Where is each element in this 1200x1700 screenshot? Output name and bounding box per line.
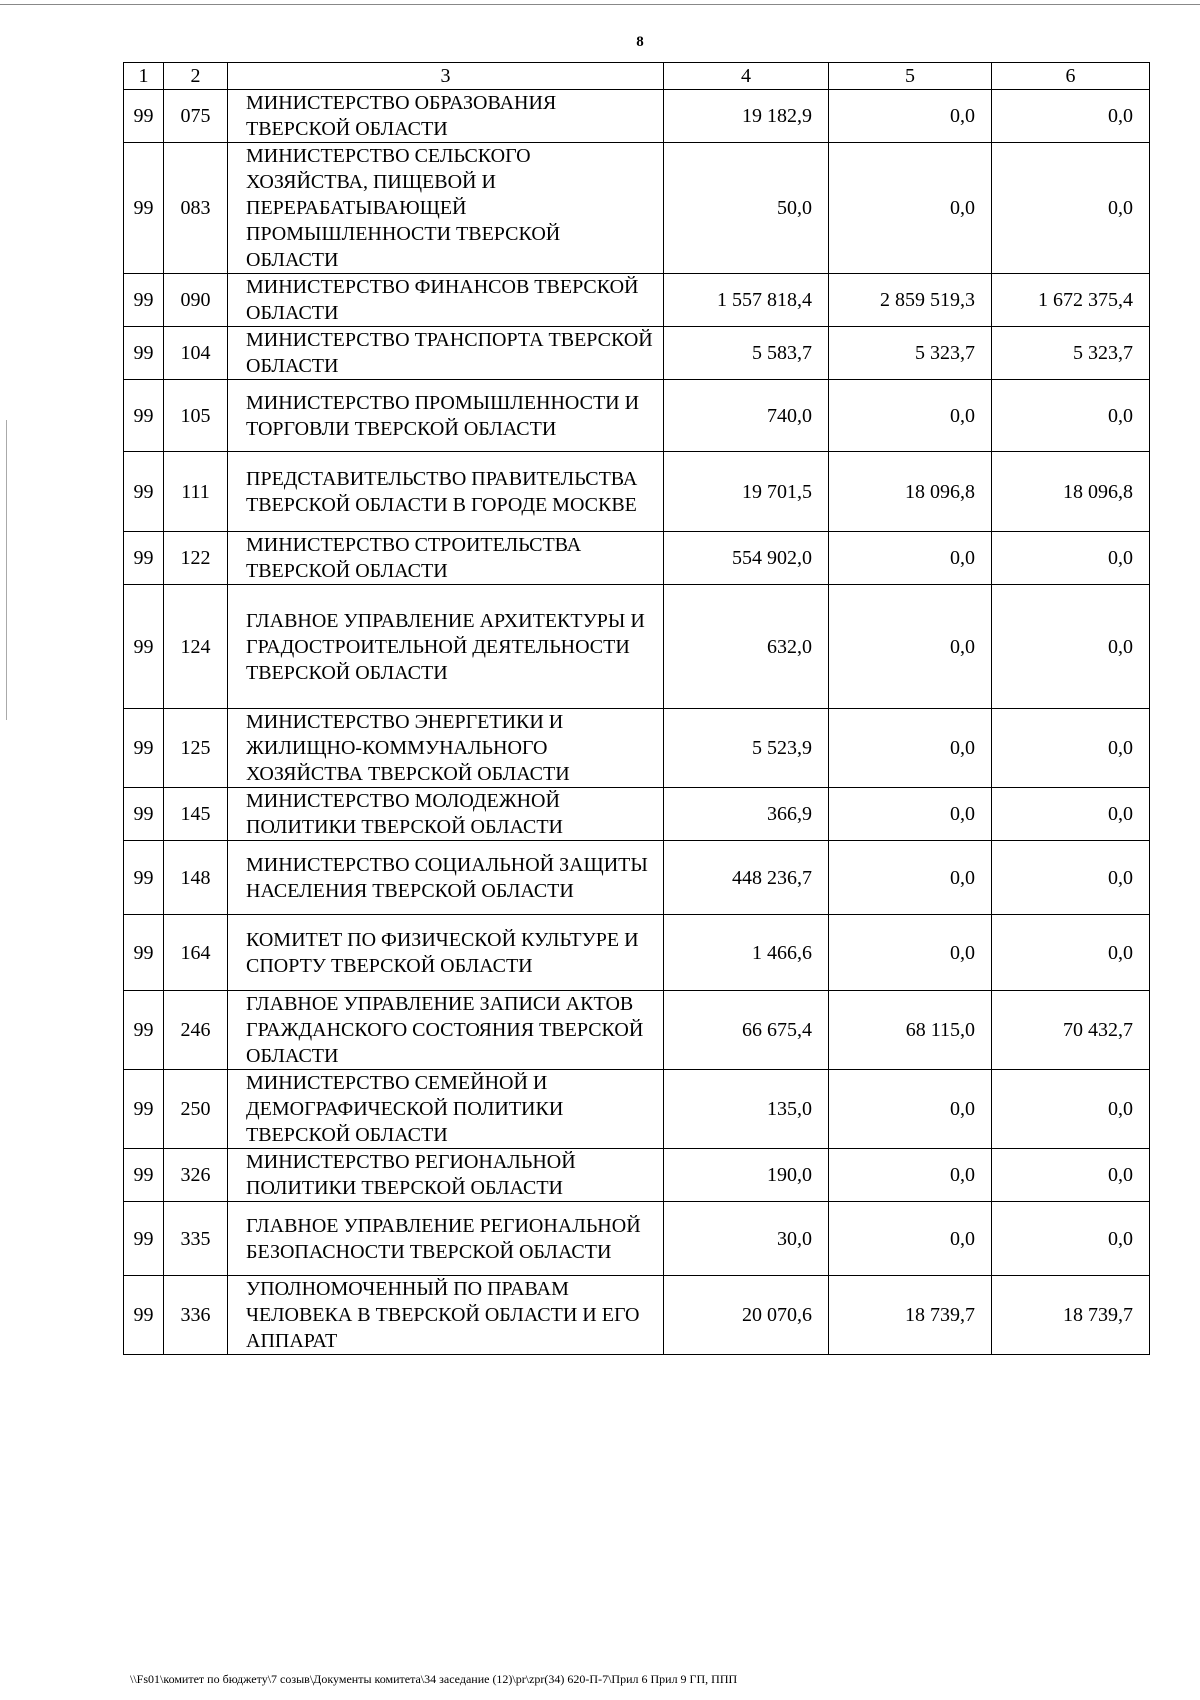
value-col-4-cell: 135,0 [664, 1070, 829, 1149]
value-col-6-cell: 0,0 [992, 585, 1150, 709]
value-col-6-cell: 70 432,7 [992, 991, 1150, 1070]
header-cell-5: 5 [829, 63, 992, 90]
ministry-name-cell: МИНИСТЕРСТВО СЕЛЬСКОГО ХОЗЯЙСТВА, ПИЩЕВОЙ И ПЕРЕРАБАТЫВАЮЩЕЙ ПРОМЫШЛЕННОСТИ ТВЕРСКОЙ ОБЛАСТИ [228, 143, 664, 274]
ministry-code-cell: 336 [164, 1276, 228, 1355]
table-row [124, 788, 1150, 841]
value-col-4-cell: 5 583,7 [664, 327, 829, 380]
value-col-6-cell: 0,0 [992, 709, 1150, 788]
chapter-code-cell: 99 [124, 532, 164, 585]
header-cell-2: 2 [164, 63, 228, 90]
ministry-name-cell: МИНИСТЕРСТВО ФИНАНСОВ ТВЕРСКОЙ ОБЛАСТИ [228, 274, 664, 327]
table-row [124, 90, 1150, 143]
value-col-5-cell: 0,0 [829, 90, 992, 143]
value-col-6-cell: 0,0 [992, 788, 1150, 841]
value-col-5-cell: 0,0 [829, 915, 992, 991]
value-col-6-cell: 0,0 [992, 90, 1150, 143]
table-header-row [124, 63, 1150, 90]
chapter-code-cell: 99 [124, 841, 164, 915]
table-row [124, 585, 1150, 709]
value-col-6-cell: 0,0 [992, 1070, 1150, 1149]
value-col-4-cell: 1 466,6 [664, 915, 829, 991]
value-col-5-cell: 0,0 [829, 1149, 992, 1202]
ministry-code-cell: 164 [164, 915, 228, 991]
ministry-code-cell: 090 [164, 274, 228, 327]
value-col-5-cell: 2 859 519,3 [829, 274, 992, 327]
ministry-name-cell: ГЛАВНОЕ УПРАВЛЕНИЕ АРХИТЕКТУРЫ И ГРАДОСТРОИТЕЛЬНОЙ ДЕЯТЕЛЬНОСТИ ТВЕРСКОЙ ОБЛАСТИ [228, 585, 664, 709]
value-col-6-cell: 0,0 [992, 1149, 1150, 1202]
ministry-name-cell: МИНИСТЕРСТВО ПРОМЫШЛЕННОСТИ И ТОРГОВЛИ ТВЕРСКОЙ ОБЛАСТИ [228, 380, 664, 452]
value-col-6-cell: 18 739,7 [992, 1276, 1150, 1355]
value-col-5-cell: 0,0 [829, 841, 992, 915]
table-row [124, 709, 1150, 788]
value-col-4-cell: 190,0 [664, 1149, 829, 1202]
ministry-code-cell: 145 [164, 788, 228, 841]
table-row [124, 841, 1150, 915]
chapter-code-cell: 99 [124, 143, 164, 274]
value-col-5-cell: 18 739,7 [829, 1276, 992, 1355]
value-col-4-cell: 632,0 [664, 585, 829, 709]
chapter-code-cell: 99 [124, 90, 164, 143]
value-col-6-cell: 0,0 [992, 532, 1150, 585]
value-col-5-cell: 0,0 [829, 380, 992, 452]
value-col-6-cell: 0,0 [992, 143, 1150, 274]
ministry-code-cell: 335 [164, 1202, 228, 1276]
value-col-5-cell: 0,0 [829, 1202, 992, 1276]
ministry-name-cell: МИНИСТЕРСТВО ОБРАЗОВАНИЯ ТВЕРСКОЙ ОБЛАСТИ [228, 90, 664, 143]
footer-file-path: \\Fs01\комитет по бюджету\7 созыв\Документы комитета\34 заседание (12)\pr\zpr(34) 620-П-7\Прил 6 Прил 9 ГП, ППП [130, 1672, 738, 1686]
chapter-code-cell: 99 [124, 1149, 164, 1202]
value-col-6-cell: 1 672 375,4 [992, 274, 1150, 327]
table-row [124, 532, 1150, 585]
value-col-5-cell: 0,0 [829, 788, 992, 841]
ministry-name-cell: УПОЛНОМОЧЕННЫЙ ПО ПРАВАМ ЧЕЛОВЕКА В ТВЕРСКОЙ ОБЛАСТИ И ЕГО АППАРАТ [228, 1276, 664, 1355]
ministry-code-cell: 148 [164, 841, 228, 915]
value-col-5-cell: 0,0 [829, 143, 992, 274]
ministry-code-cell: 124 [164, 585, 228, 709]
table-row [124, 452, 1150, 532]
value-col-4-cell: 19 701,5 [664, 452, 829, 532]
ministry-name-cell: ГЛАВНОЕ УПРАВЛЕНИЕ РЕГИОНАЛЬНОЙ БЕЗОПАСНОСТИ ТВЕРСКОЙ ОБЛАСТИ [228, 1202, 664, 1276]
chapter-code-cell: 99 [124, 1070, 164, 1149]
value-col-5-cell: 0,0 [829, 1070, 992, 1149]
table-row [124, 991, 1150, 1070]
ministry-name-cell: МИНИСТЕРСТВО СЕМЕЙНОЙ И ДЕМОГРАФИЧЕСКОЙ ПОЛИТИКИ ТВЕРСКОЙ ОБЛАСТИ [228, 1070, 664, 1149]
budget-table [123, 62, 1150, 1355]
ministry-name-cell: КОМИТЕТ ПО ФИЗИЧЕСКОЙ КУЛЬТУРЕ И СПОРТУ ТВЕРСКОЙ ОБЛАСТИ [228, 915, 664, 991]
ministry-code-cell: 326 [164, 1149, 228, 1202]
value-col-6-cell: 0,0 [992, 915, 1150, 991]
chapter-code-cell: 99 [124, 327, 164, 380]
ministry-code-cell: 104 [164, 327, 228, 380]
value-col-6-cell: 0,0 [992, 1202, 1150, 1276]
ministry-code-cell: 250 [164, 1070, 228, 1149]
ministry-code-cell: 111 [164, 452, 228, 532]
chapter-code-cell: 99 [124, 1202, 164, 1276]
table-row [124, 380, 1150, 452]
ministry-code-cell: 125 [164, 709, 228, 788]
chapter-code-cell: 99 [124, 274, 164, 327]
value-col-4-cell: 5 523,9 [664, 709, 829, 788]
value-col-4-cell: 448 236,7 [664, 841, 829, 915]
value-col-6-cell: 0,0 [992, 380, 1150, 452]
table-row [124, 1276, 1150, 1355]
value-col-4-cell: 30,0 [664, 1202, 829, 1276]
chapter-code-cell: 99 [124, 788, 164, 841]
ministry-name-cell: МИНИСТЕРСТВО ЭНЕРГЕТИКИ И ЖИЛИЩНО-КОММУНАЛЬНОГО ХОЗЯЙСТВА ТВЕРСКОЙ ОБЛАСТИ [228, 709, 664, 788]
table-row [124, 143, 1150, 274]
ministry-name-cell: МИНИСТЕРСТВО МОЛОДЕЖНОЙ ПОЛИТИКИ ТВЕРСКОЙ ОБЛАСТИ [228, 788, 664, 841]
chapter-code-cell: 99 [124, 1276, 164, 1355]
table-row [124, 1202, 1150, 1276]
ministry-name-cell: ГЛАВНОЕ УПРАВЛЕНИЕ ЗАПИСИ АКТОВ ГРАЖДАНСКОГО СОСТОЯНИЯ ТВЕРСКОЙ ОБЛАСТИ [228, 991, 664, 1070]
chapter-code-cell: 99 [124, 585, 164, 709]
value-col-4-cell: 66 675,4 [664, 991, 829, 1070]
ministry-code-cell: 083 [164, 143, 228, 274]
table-body [124, 63, 1150, 1355]
chapter-code-cell: 99 [124, 991, 164, 1070]
ministry-name-cell: МИНИСТЕРСТВО РЕГИОНАЛЬНОЙ ПОЛИТИКИ ТВЕРСКОЙ ОБЛАСТИ [228, 1149, 664, 1202]
value-col-5-cell: 5 323,7 [829, 327, 992, 380]
chapter-code-cell: 99 [124, 380, 164, 452]
value-col-4-cell: 740,0 [664, 380, 829, 452]
table-row [124, 327, 1150, 380]
ministry-code-cell: 075 [164, 90, 228, 143]
value-col-5-cell: 18 096,8 [829, 452, 992, 532]
ministry-name-cell: МИНИСТЕРСТВО СОЦИАЛЬНОЙ ЗАЩИТЫ НАСЕЛЕНИЯ ТВЕРСКОЙ ОБЛАСТИ [228, 841, 664, 915]
ministry-name-cell: МИНИСТЕРСТВО ТРАНСПОРТА ТВЕРСКОЙ ОБЛАСТИ [228, 327, 664, 380]
header-cell-3: 3 [228, 63, 664, 90]
scan-top-rule [0, 4, 1200, 5]
value-col-4-cell: 20 070,6 [664, 1276, 829, 1355]
table-row [124, 1070, 1150, 1149]
ministry-name-cell: МИНИСТЕРСТВО СТРОИТЕЛЬСТВА ТВЕРСКОЙ ОБЛАСТИ [228, 532, 664, 585]
value-col-4-cell: 366,9 [664, 788, 829, 841]
value-col-5-cell: 0,0 [829, 709, 992, 788]
value-col-6-cell: 0,0 [992, 841, 1150, 915]
chapter-code-cell: 99 [124, 915, 164, 991]
chapter-code-cell: 99 [124, 452, 164, 532]
table-row [124, 274, 1150, 327]
ministry-code-cell: 246 [164, 991, 228, 1070]
ministry-code-cell: 105 [164, 380, 228, 452]
value-col-4-cell: 1 557 818,4 [664, 274, 829, 327]
value-col-4-cell: 19 182,9 [664, 90, 829, 143]
scan-edge-mark [6, 420, 7, 720]
value-col-5-cell: 0,0 [829, 585, 992, 709]
header-cell-1: 1 [124, 63, 164, 90]
header-cell-4: 4 [664, 63, 829, 90]
value-col-4-cell: 554 902,0 [664, 532, 829, 585]
table-row [124, 915, 1150, 991]
value-col-6-cell: 5 323,7 [992, 327, 1150, 380]
value-col-5-cell: 0,0 [829, 532, 992, 585]
table-row [124, 1149, 1150, 1202]
page-number: 8 [636, 34, 644, 50]
value-col-5-cell: 68 115,0 [829, 991, 992, 1070]
ministry-name-cell: ПРЕДСТАВИТЕЛЬСТВО ПРАВИТЕЛЬСТВА ТВЕРСКОЙ ОБЛАСТИ В ГОРОДЕ МОСКВЕ [228, 452, 664, 532]
ministry-code-cell: 122 [164, 532, 228, 585]
value-col-6-cell: 18 096,8 [992, 452, 1150, 532]
chapter-code-cell: 99 [124, 709, 164, 788]
header-cell-6: 6 [992, 63, 1150, 90]
value-col-4-cell: 50,0 [664, 143, 829, 274]
